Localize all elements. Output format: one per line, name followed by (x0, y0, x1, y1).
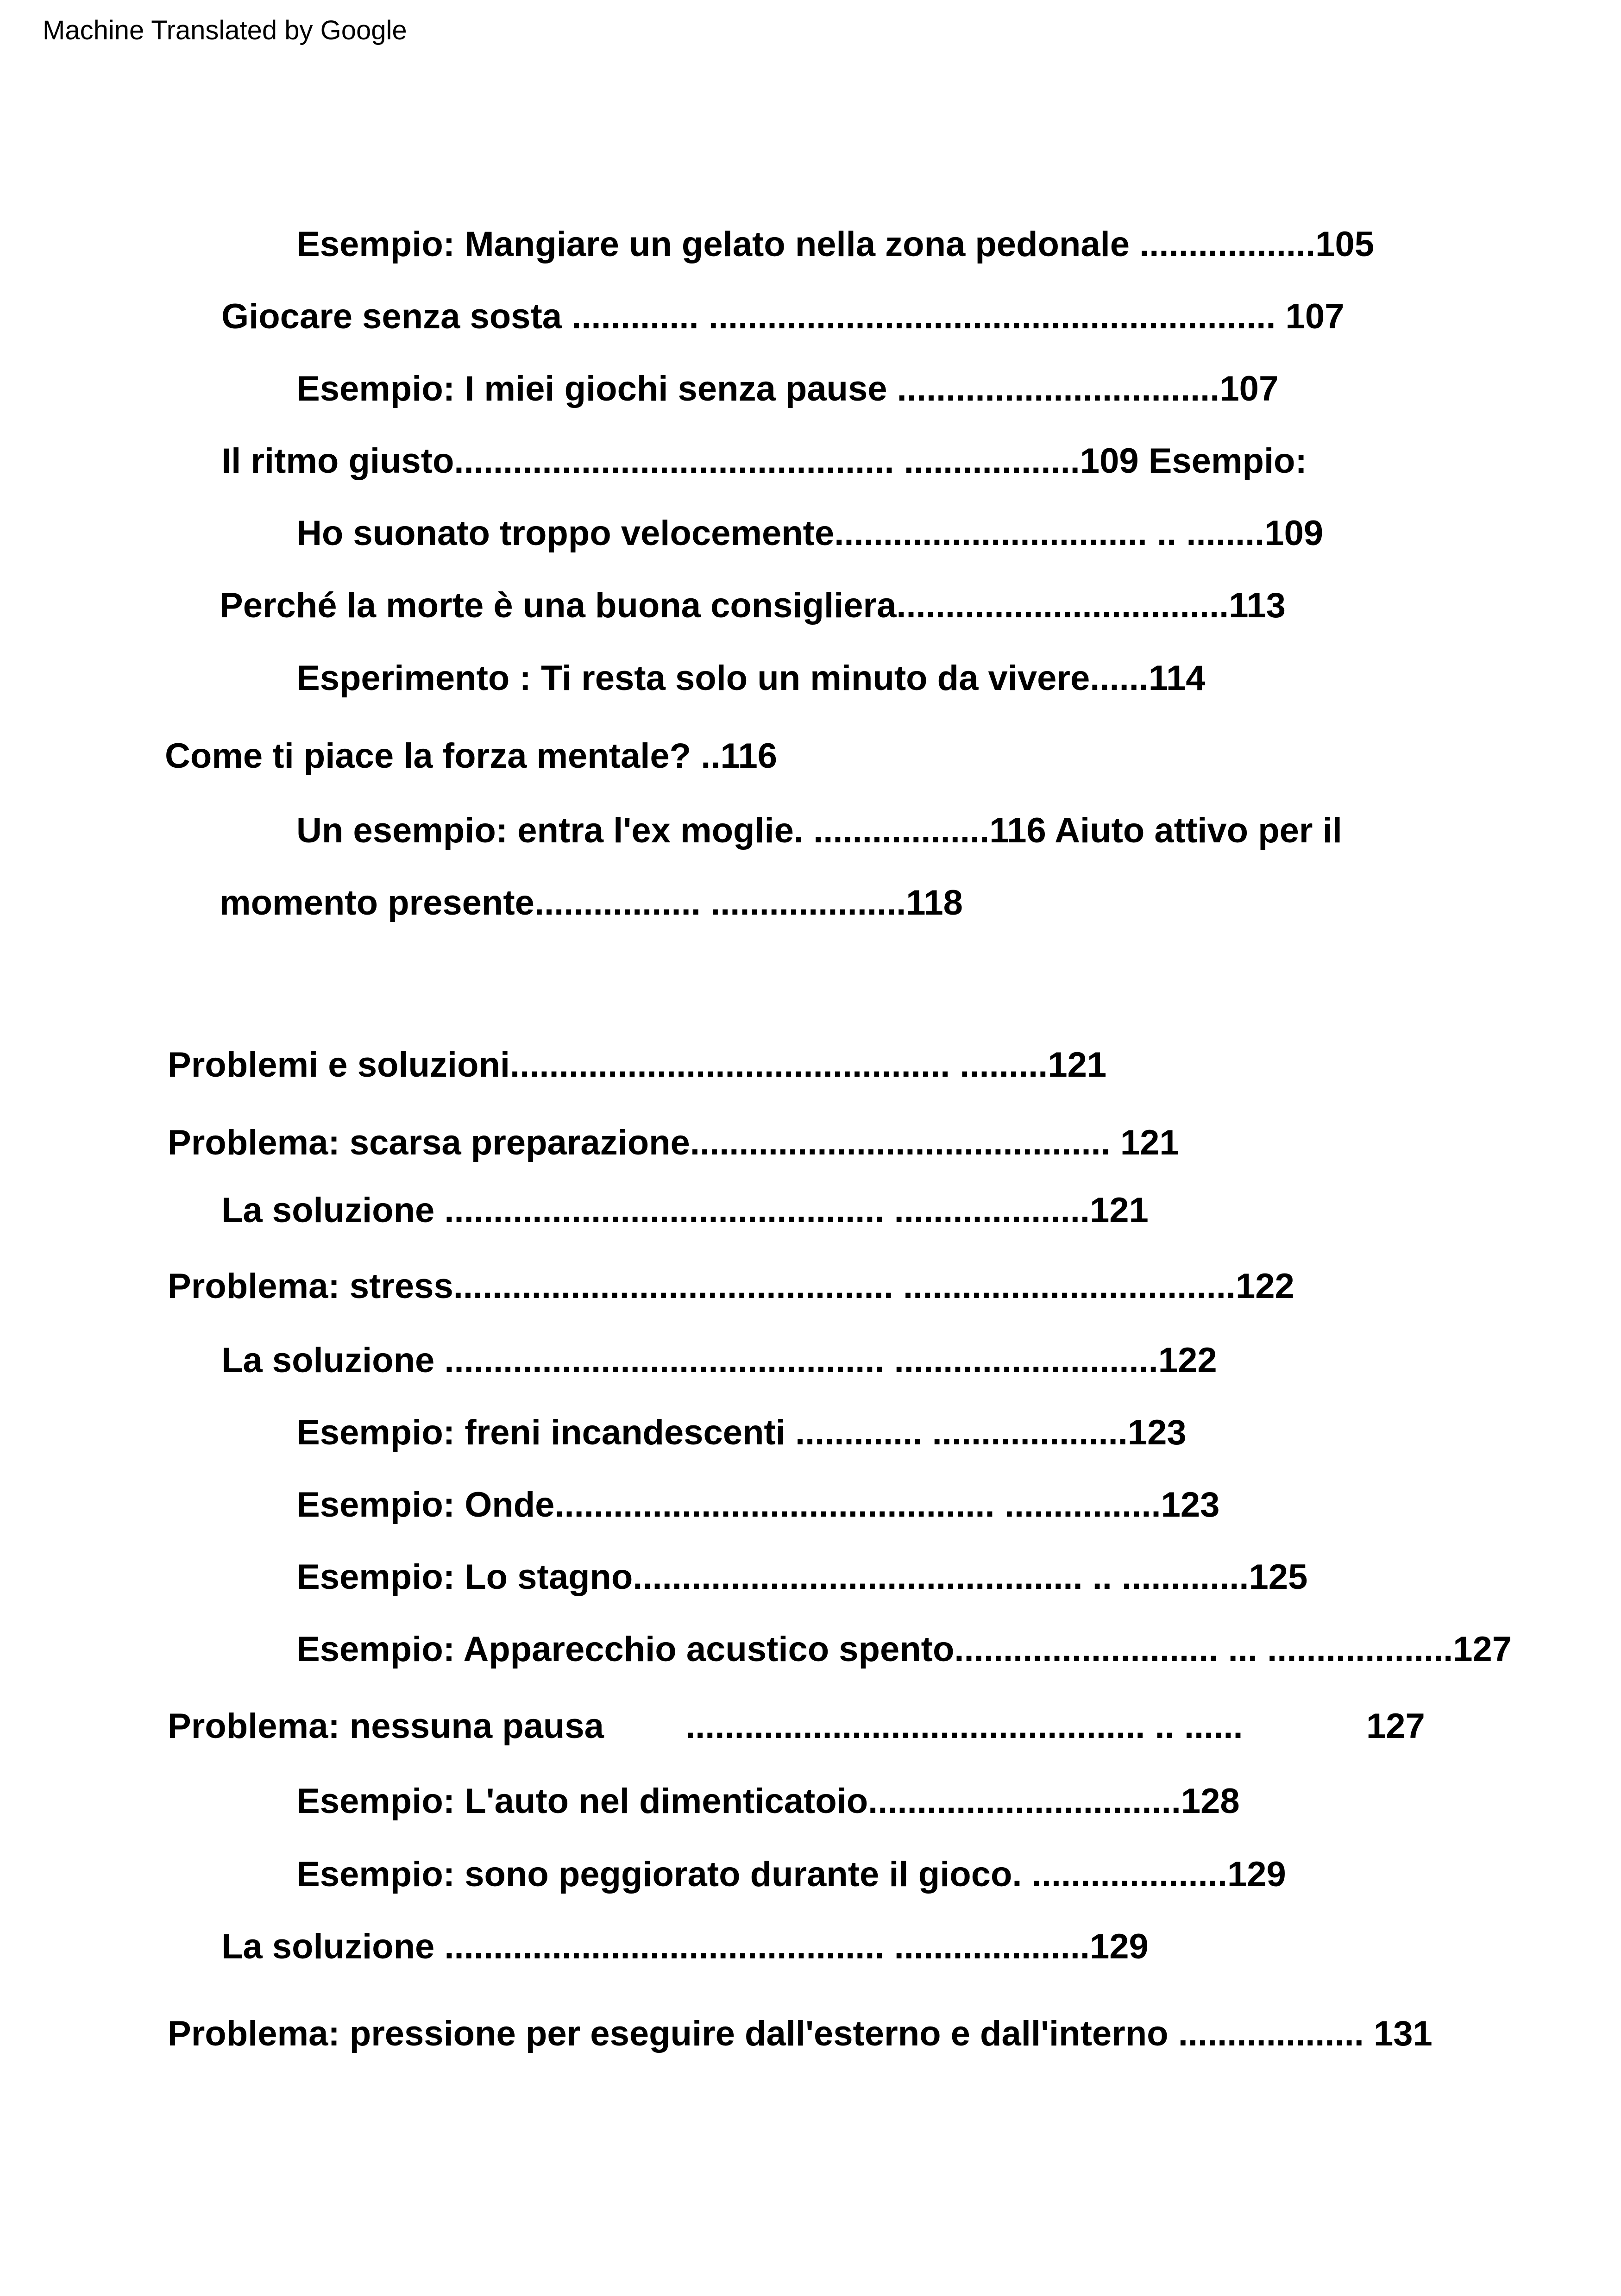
toc-entry: Problema: pressione per eseguire dall'esterno e dall'interno ................... 131 (168, 2014, 1433, 2053)
toc-entry: Un esempio: entra l'ex moglie. ..................116 Aiuto attivo per il (296, 811, 1342, 850)
toc-entry: Problema: stress............................................. ..................................122 (168, 1267, 1294, 1306)
toc-entry: Esempio: Apparecchio acustico spento........................... ... ...................127 (296, 1630, 1512, 1669)
toc-entry: Giocare senza sosta ............. .......................................................... 107 (221, 297, 1345, 336)
toc-entry: Esempio: L'auto nel dimenticatoio................................128 (296, 1782, 1240, 1821)
toc-leader: ............................................... .. ...... (685, 1706, 1243, 1746)
toc-entry: Perché la morte è una buona consigliera..................................113 (220, 586, 1286, 625)
toc-entry: Il ritmo giusto............................................. ..................109 Esempio: (221, 441, 1307, 481)
toc-entry: La soluzione ............................................. ....................129 (221, 1927, 1149, 1966)
toc-entry: Esempio: Onde............................................. ................123 (296, 1485, 1220, 1524)
toc-entry: Esempio: I miei giochi senza pause .................................107 (296, 369, 1279, 408)
toc-entry: Esempio: Lo stagno.............................................. .. .............125 (296, 1557, 1308, 1597)
toc-entry: La soluzione ............................................. ....................121 (221, 1191, 1149, 1230)
toc-entry: Ho suonato troppo velocemente................................ .. ........109 (296, 514, 1324, 553)
toc-entry: Esempio: freni incandescenti ............. ....................123 (296, 1413, 1187, 1452)
toc-page-number: 127 (1366, 1706, 1425, 1746)
toc-entry: Problemi e soluzioni............................................. .........121 (168, 1045, 1107, 1085)
toc-entry: Problema: scarsa preparazione........................................... 121 (168, 1123, 1179, 1162)
toc-entry: Esempio: sono peggiorato durante il gioco. ....................129 (296, 1855, 1286, 1894)
toc-entry: momento presente................. ....................118 (220, 883, 963, 922)
toc-entry: Esempio: Mangiare un gelato nella zona pedonale ..................105 (296, 225, 1374, 264)
toc-entry: La soluzione ............................................. ...........................122 (221, 1341, 1217, 1380)
toc-entry: Come ti piace la forza mentale? ..116 (165, 736, 778, 776)
watermark-text: Machine Translated by Google (43, 15, 407, 45)
toc-entry: Problema: nessuna pausa (168, 1706, 604, 1746)
toc-entry: Esperimento : Ti resta solo un minuto da vivere......114 (296, 659, 1206, 698)
